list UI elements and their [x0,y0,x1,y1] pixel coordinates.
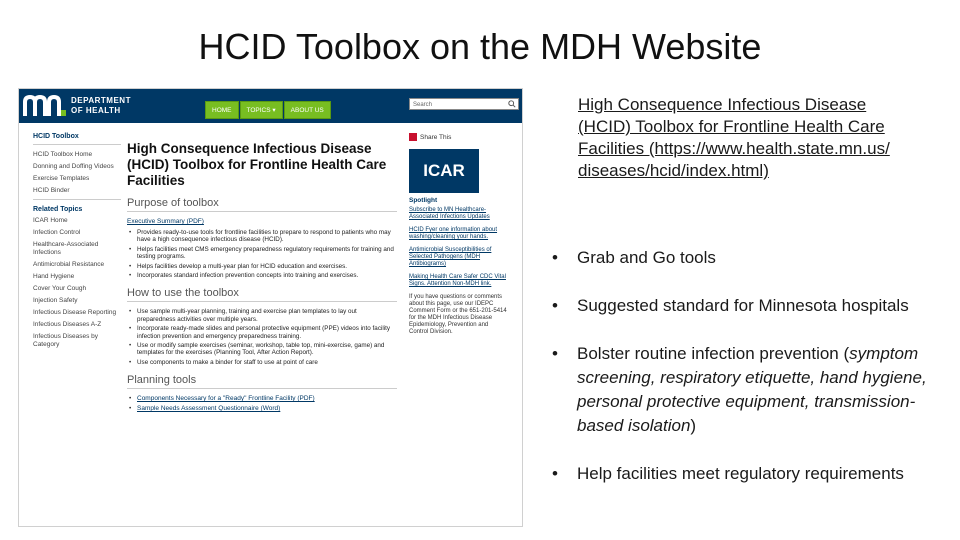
bullet-emphasis: symptom screening, respiratory etiquette, hand hygiene, personal protective equipment, transmission-based isolation [577,344,927,435]
share-label: Share This [420,133,452,141]
feedback-note: If you have questions or comments about this page, use our IDEPC Comment Form or the 651-201-5414 for the MDH Infectious Disease Epidemiology, Prevention and Control Division. [409,294,507,335]
spotlight-link[interactable]: Subscribe to MN Healthcare-Associated Infections Updates [409,207,490,220]
main-content [127,141,397,415]
spotlight-link[interactable]: Antimicrobial Susceptibilities of Selected Pathogens (MDH Antibiograms) [409,247,492,267]
spotlight-heading: Spotlight [409,197,438,204]
nav-home[interactable]: HOME [205,101,239,119]
purpose-bullet: • Provides ready-to-use tools for frontline facilities to prepare to respond to patients who may have a high consequence infectious disease (HCID). [137,229,397,244]
icar-banner[interactable]: ICAR [409,149,479,193]
related-link[interactable]: Hand Hygiene [33,273,75,280]
divider [33,144,121,145]
planning-heading: Planning tools [127,374,397,389]
sidebar-heading[interactable]: HCID Toolbox [33,133,79,140]
search-input[interactable] [409,98,519,110]
spotlight-link[interactable]: Making Health Care Safer CDC Vital Signs. Attention Non-MDH link. [409,274,506,287]
nav-about-us[interactable]: ABOUT US [284,101,331,119]
related-link[interactable]: Cover Your Cough [33,285,87,292]
bullet-tail: ) [690,416,697,435]
divider [33,199,121,200]
related-link[interactable]: Infectious Diseases A-Z [33,321,102,328]
howto-bullet: • Incorporate ready-made slides and personal protective equipment (PPE) videos into facility infection prevention and emergency preparedness training. [137,325,397,340]
related-topics-heading: Related Topics [33,206,83,213]
main-nav [205,101,332,119]
executive-summary-link[interactable]: Executive Summary (PDF) [127,218,204,225]
howto-heading: How to use the toolbox [127,287,397,302]
left-sidebar [33,133,121,353]
sidebar-link[interactable]: HCID Binder [33,187,70,194]
mn-logo-icon[interactable] [23,94,67,118]
sidebar-link[interactable]: Donning and Doffing Videos [33,163,114,170]
website-screenshot [18,88,523,527]
site-header [19,89,522,123]
search-placeholder: Search [413,102,433,108]
slide-title: HCID Toolbox on the MDH Website [198,26,762,67]
purpose-bullet: • Incorporates standard infection prevention concepts into training and exercises. [137,272,397,279]
search-icon[interactable] [508,100,516,108]
howto-bullet: • Use components to make a binder for staff to use at point of care [137,359,397,366]
related-link[interactable]: Injection Safety [33,297,78,304]
purpose-heading: Purpose of toolbox [127,197,397,212]
bullet-item: • Grab and Go tools [552,246,952,270]
related-link[interactable]: Healthcare-Associated Infections [33,241,99,256]
sidebar-link[interactable]: HCID Toolbox Home [33,151,93,158]
bullet-item: • Help facilities meet regulatory requirements [552,462,952,486]
howto-bullet: • Use or modify sample exercises (seminar, workshop, table top, mini-exercise, game) and templates for the exercises (Planning Tool, After Action Report). [137,342,397,357]
right-rail [409,133,509,342]
logo-text [71,96,131,116]
related-link[interactable]: Antimicrobial Resistance [33,261,105,268]
bullet-text: Bolster routine infection prevention ( [577,344,850,363]
bullet-item [552,342,952,438]
toolbox-url-link[interactable]: High Consequence Infectious Disease (HCID) Toolbox for Frontline Health Care Facilities (https://www.health.state.mn.us/ diseases/hcid/index.html) [578,95,890,180]
page-title: High Consequence Infectious Disease (HCID) Toolbox for Frontline Health Care Facilities [127,141,387,188]
share-icon [409,133,417,141]
share-this-button[interactable] [409,133,509,141]
purpose-bullet: • Helps facilities develop a multi-year plan for HCID education and exercises. [137,263,397,270]
related-link[interactable]: ICAR Home [33,217,68,224]
related-link[interactable]: Infectious Disease Reporting [33,309,117,316]
planning-link[interactable]: • Components Necessary for a "Ready" Frontline Facility (PDF) [137,395,397,402]
purpose-bullet: • Helps facilities meet CMS emergency preparedness regulatory requirements for training and testing programs. [137,246,397,261]
related-link[interactable]: Infectious Diseases by Category [33,333,99,348]
spotlight-link[interactable]: HCID Fyer one information about washing/cleaning your hands. [409,227,498,240]
related-link[interactable]: Infection Control [33,229,81,236]
logo-line1: DEPARTMENT [71,96,131,105]
howto-bullet: • Use sample multi-year planning, training and exercise plan templates to lay out preparedness activities over multiple years. [137,308,397,323]
sidebar-link[interactable]: Exercise Templates [33,175,90,182]
bullet-list [552,246,952,510]
planning-link[interactable]: • Sample Needs Assessment Questionnaire (Word) [137,405,397,412]
nav-topics[interactable]: TOPICS ▾ [240,101,283,119]
logo-line2: OF HEALTH [71,106,121,115]
bullet-item: • Suggested standard for Minnesota hospitals [552,294,952,318]
